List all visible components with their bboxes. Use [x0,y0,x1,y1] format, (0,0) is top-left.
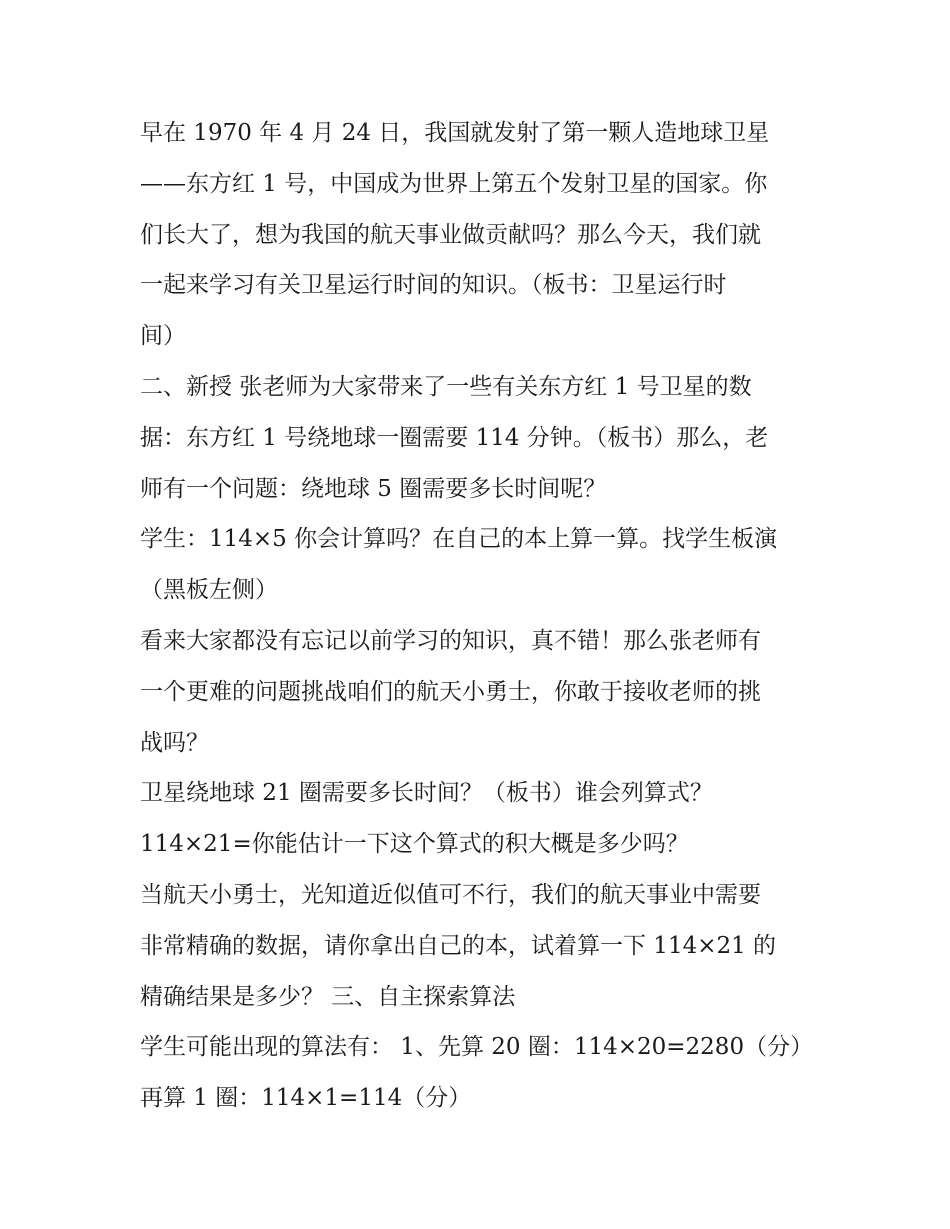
text-line: 一个更难的问题挑战咱们的航天小勇士，你敢于接收老师的挑 [140,678,761,705]
text-line: 二、新授 张老师为大家带来了一些有关东方红 1 号卫星的数 [140,373,752,400]
text-line: 间） [140,323,186,350]
text-line: 战吗？ [140,729,209,756]
text-line: 看来大家都没有忘记以前学习的知识，真不错！那么张老师有 [140,627,761,654]
text-line: 114×21=你能估计一下这个算式的积大概是多少吗？ [140,831,689,858]
body-text [140,108,820,1124]
text-line: （黑板左侧） [140,577,278,604]
text-line: 们长大了，想为我国的航天事业做贡献吗？那么今天，我们就 [140,221,761,248]
text-line: 非常精确的数据，请你拿出自己的本，试着算一下 114×21 的 [140,932,777,959]
text-line: 一起来学习有关卫星运行时间的知识。（板书：卫星运行时 [140,272,727,299]
text-line: 精确结果是多少？ 三、自主探索算法 [140,983,516,1010]
text-line: 学生：114×5 你会计算吗？在自己的本上算一算。找学生板演 [140,526,778,553]
text-line: 据：东方红 1 号绕地球一圈需要 114 分钟。（板书）那么，老 [140,424,769,451]
text-line: ——东方红 1 号，中国成为世界上第五个发射卫星的国家。你 [140,170,768,197]
text-line: 早在 1970 年 4 月 24 日，我国就发射了第一颗人造地球卫星 [140,120,770,146]
text-line: 学生可能出现的算法有： 1、先算 20 圈：114×20=2280（分） [140,1034,814,1061]
text-line: 当航天小勇士，光知道近似值可不行，我们的航天事业中需要 [140,881,761,908]
text-line: 再算 1 圈：114×1=114（分） [140,1085,472,1112]
text-line: 师有一个问题：绕地球 5 圈需要多长时间呢？ [140,475,607,502]
text-line: 卫星绕地球 21 圈需要多长时间？（板书）谁会列算式？ [140,780,713,807]
